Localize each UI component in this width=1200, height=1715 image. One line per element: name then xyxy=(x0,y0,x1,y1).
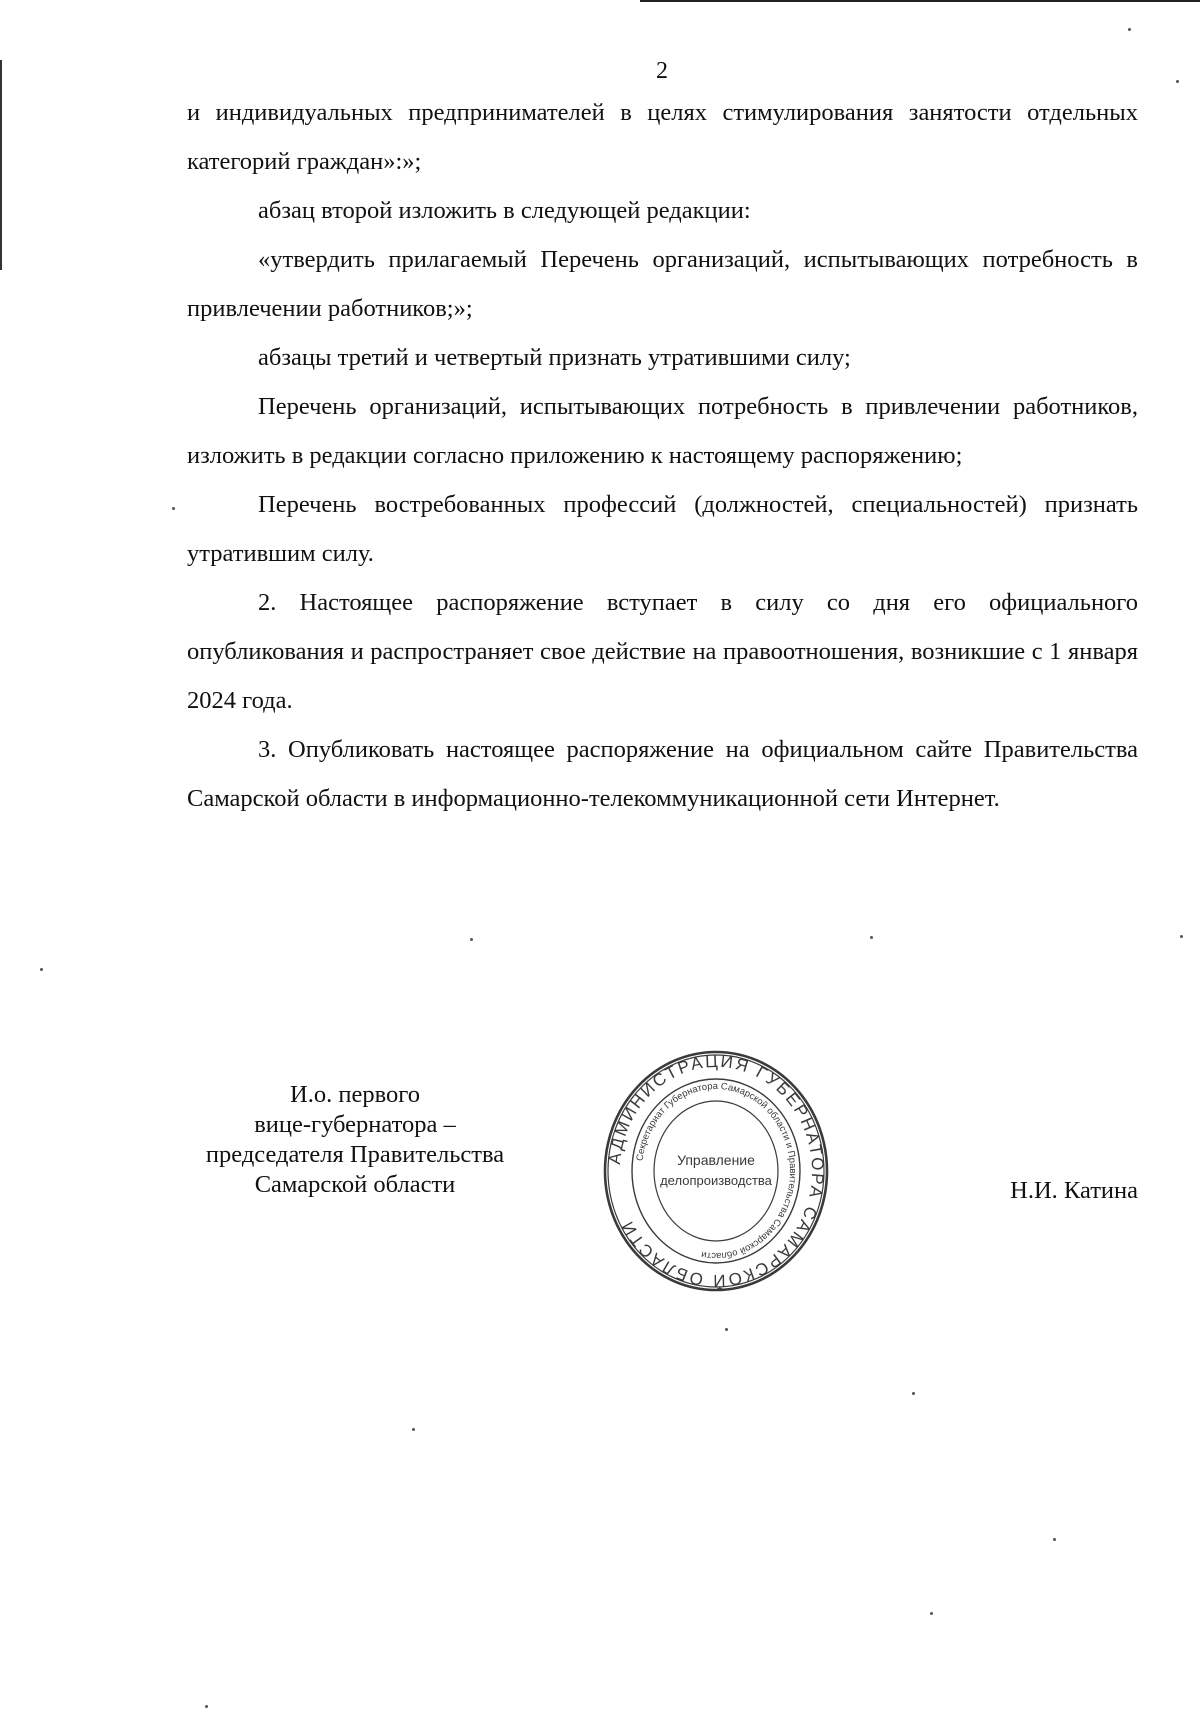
signer-position-line: И.о. первого xyxy=(290,1081,420,1108)
signer-position-line: председателя Правительства xyxy=(205,1141,505,1168)
scan-edge-left xyxy=(0,60,2,270)
paragraph: 2. Настоящее распоряжение вступает в силу со дня его официального опубликования и распространяет свое действие на правоотношения, возникшие с 1 января 2024 года. xyxy=(187,589,1138,714)
paragraph: «утвердить прилагаемый Перечень организаций, испытывающих потребность в привлечении работников;»; xyxy=(187,246,1138,322)
scan-speck xyxy=(1180,935,1183,938)
paragraph: Перечень востребованных профессий (должностей, специальностей) признать утратившим силу. xyxy=(187,491,1138,567)
stamp-center-line: делопроизводства xyxy=(660,1173,772,1188)
scan-speck xyxy=(1128,28,1131,31)
signer-position xyxy=(170,1080,540,1200)
scan-speck xyxy=(205,1705,208,1708)
scan-speck xyxy=(40,968,43,971)
official-stamp xyxy=(603,1050,829,1292)
scan-speck xyxy=(912,1392,915,1395)
scan-speck xyxy=(725,1328,728,1331)
scan-edge-top xyxy=(640,0,1200,2)
signer-position-line: вице-губернатора – xyxy=(254,1111,456,1138)
scan-speck xyxy=(1176,80,1179,83)
scan-speck xyxy=(470,938,473,941)
paragraph: абзацы третий и четвертый признать утратившими силу; xyxy=(258,344,851,371)
page-number: 2 xyxy=(656,58,668,84)
scan-speck xyxy=(1053,1538,1056,1541)
stamp-center-line: Управление xyxy=(677,1152,755,1168)
paragraph: абзац второй изложить в следующей редакции: xyxy=(258,197,751,224)
document-body xyxy=(187,88,1138,823)
svg-text:Секретариат Губернатора Самарс xyxy=(635,1081,798,1261)
signer-position-line: Самарской области xyxy=(254,1171,456,1198)
signer-name: Н.И. Катина xyxy=(1010,1177,1138,1204)
scan-speck xyxy=(412,1428,415,1431)
paragraph: и индивидуальных предпринимателей в целях стимулирования занятости отдельных категорий граждан»:»; xyxy=(187,99,1138,175)
stamp-graphic xyxy=(603,1050,829,1292)
scan-speck xyxy=(172,507,175,510)
paragraph: Перечень организаций, испытывающих потребность в привлечении работников, изложить в редакции согласно приложению к настоящему распоряжению; xyxy=(187,393,1138,469)
scan-speck xyxy=(870,936,873,939)
stamp-outer-text: АДМИНИСТРАЦИЯ ГУБЕРНАТОРА САМАРСКОЙ ОБЛАСТИ xyxy=(605,1051,828,1291)
stamp-inner-text: Секретариат Губернатора Самарской области и Правительства Самарской области xyxy=(634,1080,799,1262)
paragraph: 3. Опубликовать настоящее распоряжение на официальном сайте Правительства Самарской области в информационно-телекоммуникационной сети Интернет. xyxy=(187,736,1138,812)
scan-speck xyxy=(930,1612,933,1615)
